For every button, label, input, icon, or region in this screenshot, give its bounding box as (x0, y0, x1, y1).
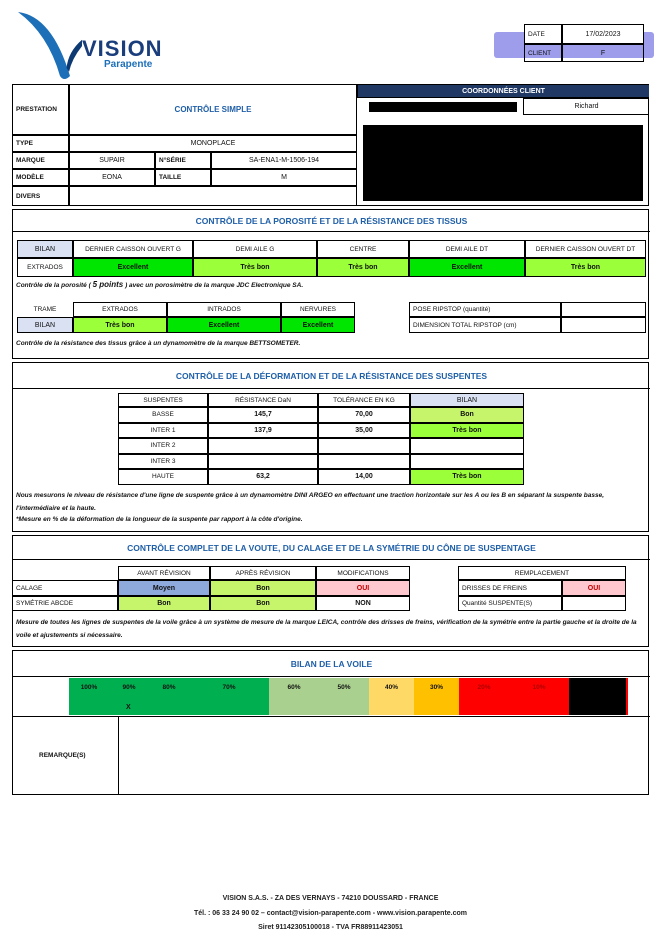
suspentes-note2: *Mesure en % de la déformation de la longueur de la suspente par rapport à la côte d'origine. (16, 516, 303, 523)
remarque-label: REMARQUE(S) (13, 717, 119, 794)
porosity-title: CONTRÔLE DE LA POROSITÉ ET DE LA RÉSISTANCE DES TISSUS (13, 210, 650, 232)
trame-col: EXTRADOS (73, 302, 167, 317)
bilan-title: BILAN DE LA VOILE (13, 651, 650, 677)
serie-label: N°SÉRIE (155, 152, 211, 169)
modele-label: MODÈLE (13, 169, 69, 186)
taille-label: TAILLE (155, 169, 211, 186)
brand-logo (12, 6, 172, 86)
susp-cell-res (208, 454, 318, 470)
porosity-section (12, 209, 649, 359)
redacted-address (363, 125, 643, 201)
note-points: 5 points (92, 280, 124, 289)
quantite-value (562, 596, 626, 611)
date-label: DATE (524, 24, 562, 44)
porosity-value: Excellent (409, 258, 525, 277)
voute-section (12, 535, 649, 647)
susp-cell-res (208, 438, 318, 454)
voute-header: MODIFICATIONS (316, 566, 410, 580)
symetrie-label: SYMÉTRIE ABCDE (13, 596, 118, 611)
col-header: DERNIER CAISSON OUVERT DT (525, 240, 646, 258)
bilan-scale (13, 677, 650, 717)
col-header: DEMI AILE G (193, 240, 317, 258)
voute-title: CONTRÔLE COMPLET DE LA VOUTE, DU CALAGE ET DE LA SYMÉTRIE DU CÔNE DE SUSPENTAGE (13, 536, 650, 560)
voute-note: Mesure de toutes les lignes de suspentes de la voile grâce à un système de mesure de la marque LEICA, contrôle des drisses de freins, vérification de la symétrie entre la partie gauche et la droite de la voile et ajustements si nécessaire. (16, 619, 637, 639)
marque-value: SUPAIR (69, 152, 155, 169)
susp-cell-tol: 14,00 (318, 469, 410, 485)
susp-cell-res: 145,7 (208, 407, 318, 423)
footer-line2: Tél. : 06 33 24 90 02 – contact@vision-parapente.com - www.vision.parapente.com (193, 910, 468, 917)
scale-segment: 60% (269, 678, 319, 715)
susp-cell-name: HAUTE (118, 469, 208, 485)
trame-value: Excellent (167, 317, 281, 333)
suspentes-title: CONTRÔLE DE LA DÉFORMATION ET DE LA RÉSISTANCE DES SUSPENTES (13, 363, 650, 389)
susp-cell-name: INTER 1 (118, 423, 208, 439)
porosity-value: Très bon (525, 258, 646, 277)
footer-line3: Siret 91142305100018 - TVA FR88911423051 (258, 924, 403, 931)
susp-cell-tol: 35,00 (318, 423, 410, 439)
trame-label: TRAME (33, 306, 57, 313)
redacted-block (369, 102, 517, 112)
porosity-value: Excellent (73, 258, 193, 277)
scale-segment: 100% (69, 678, 109, 715)
modele-value: EONA (69, 169, 155, 186)
symetrie-apres: Bon (210, 596, 316, 611)
susp-cell-tol (318, 438, 410, 454)
footer-line1: VISION S.A.S. - ZA DES VERNAYS - 74210 DOUSSARD - FRANCE (222, 895, 439, 902)
scale-segment: 40% (369, 678, 414, 715)
scale-segment: 10% (509, 678, 569, 715)
drisses-label: DRISSES DE FREINS (458, 580, 562, 596)
scale-black (569, 678, 626, 715)
brand-name: VISION (82, 36, 163, 61)
dimension-ripstop-value (561, 317, 646, 333)
serie-value: SA-ENA1-M-1506-194 (211, 152, 357, 169)
marque-label: MARQUE (13, 152, 69, 169)
type-label: TYPE (13, 135, 69, 152)
prestation-value: CONTRÔLE SIMPLE (69, 85, 357, 135)
susp-cell-name: BASSE (118, 407, 208, 423)
col-header: DEMI AILE DT (409, 240, 525, 258)
scale-edge (626, 678, 628, 715)
trame-bilan: BILAN (17, 317, 73, 333)
calage-label: CALAGE (13, 580, 118, 596)
trame-value: Excellent (281, 317, 355, 333)
taille-value: M (211, 169, 357, 186)
scale-segment: 20% (459, 678, 509, 715)
col-header: CENTRE (317, 240, 409, 258)
divers-value (69, 186, 357, 205)
suspentes-section (12, 362, 649, 532)
note-part: Contrôle de la porosité ( (16, 282, 91, 289)
date-client-box (494, 22, 649, 64)
note-part: ) avec un porosimètre de la marque JDC Electronique SA. (125, 282, 304, 289)
divers-label: DIVERS (13, 186, 69, 205)
symetrie-modif: NON (316, 596, 410, 611)
bilan-section (12, 650, 649, 795)
susp-cell-tol: 70,00 (318, 407, 410, 423)
voute-header: APRÈS RÉVISION (210, 566, 316, 580)
quantite-label: Quantité SUSPENTE(S) (458, 596, 562, 611)
susp-cell-name: INTER 2 (118, 438, 208, 454)
porosity-note (16, 280, 646, 292)
remplacement-header: REMPLACEMENT (458, 566, 626, 580)
scale-segment: 30% (414, 678, 459, 715)
prestation-label: PRESTATION (13, 85, 69, 135)
scale-bar (69, 678, 626, 715)
client-value: F (562, 44, 644, 62)
scale-mark: X (126, 704, 131, 711)
pose-ripstop-label: POSE RIPSTOP (quantité) (409, 302, 561, 317)
susp-header: BILAN (410, 393, 524, 407)
client-label: CLIENT (524, 44, 562, 62)
susp-cell-bilan (410, 438, 524, 454)
porosity-value: Très bon (317, 258, 409, 277)
susp-cell-res: 137,9 (208, 423, 318, 439)
susp-cell-tol (318, 454, 410, 470)
suspentes-note: Nous mesurons le niveau de résistance d'une ligne de suspente grâce à un dynamomètre DINI ARGEO en effectuant une traction horizontale sur les A ou les B en séparant la suspente basse, l'intermédiaire et la haute. (16, 492, 605, 512)
extrados-label: EXTRADOS (17, 258, 73, 277)
porosity-value: Très bon (193, 258, 317, 277)
susp-header: TOLÉRANCE EN KG (318, 393, 410, 407)
brand-sub: Parapente (104, 59, 153, 70)
type-value: MONOPLACE (69, 135, 357, 152)
symetrie-avant: Bon (118, 596, 210, 611)
wing-logo-icon (12, 6, 82, 84)
trame-col: INTRADOS (167, 302, 281, 317)
susp-cell-bilan: Très bon (410, 469, 524, 485)
susp-cell-bilan (410, 454, 524, 470)
col-header: DERNIER CAISSON OUVERT G (73, 240, 193, 258)
susp-header: SUSPENTES (118, 393, 208, 407)
scale-segment: 80% (149, 678, 189, 715)
susp-cell-res: 63,2 (208, 469, 318, 485)
calage-modif: OUI (316, 580, 410, 596)
tissue-note: Contrôle de la résistance des tissus grâce à un dynamomètre de la marque BETTSOMETER. (16, 340, 301, 347)
trame-col: NERVURES (281, 302, 355, 317)
calage-apres: Bon (210, 580, 316, 596)
prestation-section (12, 84, 649, 206)
bilan-header: BILAN (17, 240, 73, 258)
voute-header: AVANT RÉVISION (118, 566, 210, 580)
susp-header: RÉSISTANCE DaN (208, 393, 318, 407)
client-name: Richard (523, 98, 649, 115)
drisses-value: OUI (562, 580, 626, 596)
pose-ripstop-value (561, 302, 646, 317)
footer (0, 893, 661, 933)
scale-segment: 70% (189, 678, 269, 715)
client-header: COORDONNÉES CLIENT (357, 85, 649, 98)
susp-cell-bilan: Très bon (410, 423, 524, 439)
dimension-ripstop-label: DIMENSION TOTAL RIPSTOP (cm) (409, 317, 561, 333)
susp-cell-bilan: Bon (410, 407, 524, 423)
date-value: 17/02/2023 (562, 24, 644, 44)
susp-cell-name: INTER 3 (118, 454, 208, 470)
calage-avant: Moyen (118, 580, 210, 596)
scale-segment: 90% (109, 678, 149, 715)
trame-value: Très bon (73, 317, 167, 333)
scale-segment: 50% (319, 678, 369, 715)
